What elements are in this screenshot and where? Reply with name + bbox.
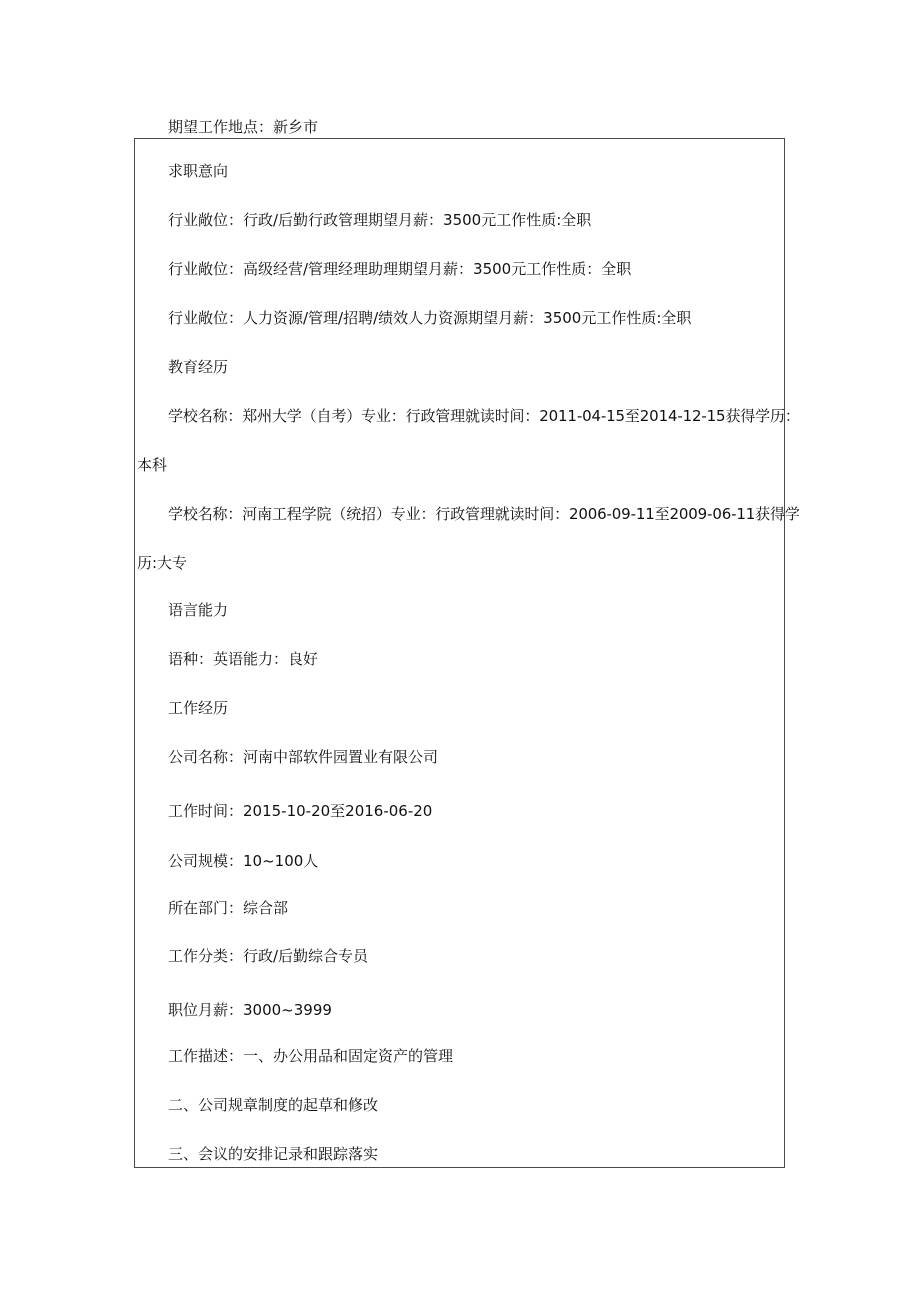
section-heading-work: 工作经历 bbox=[168, 699, 229, 717]
section-heading-job-intent: 求职意向 bbox=[168, 162, 229, 180]
work-description-line: 三、会议的安排记录和跟踪落实 bbox=[168, 1145, 379, 1163]
work-company-scale: 公司规模：10~100人 bbox=[168, 852, 319, 870]
education-item-line1: 学校名称：河南工程学院（统招）专业：行政管理就读时间：2006-09-11至2009-06-11获得学 bbox=[168, 505, 800, 523]
job-intent-item: 行业敞位：高级经营/管理经理助理期望月薪：3500元工作性质：全职 bbox=[168, 260, 632, 278]
work-period: 工作时间：2015-10-20至2016-06-20 bbox=[168, 802, 433, 820]
education-item-line2: 历:大专 bbox=[137, 554, 188, 572]
work-description-line: 二、公司规章制度的起草和修改 bbox=[168, 1096, 379, 1114]
job-intent-item: 行业敞位：人力资源/管理/招聘/绩效人力资源期望月薪：3500元工作性质:全职 bbox=[168, 309, 692, 327]
job-intent-item: 行业敞位：行政/后勤行政管理期望月薪：3500元工作性质:全职 bbox=[168, 211, 592, 229]
education-item-line2: 本科 bbox=[137, 456, 168, 474]
section-heading-education: 教育经历 bbox=[168, 358, 229, 376]
work-department: 所在部门：综合部 bbox=[168, 899, 289, 917]
work-description-line: 工作描述：一、办公用品和固定资产的管理 bbox=[168, 1047, 454, 1065]
work-category: 工作分类：行政/后勤综合专员 bbox=[168, 947, 369, 965]
work-salary: 职位月薪：3000~3999 bbox=[168, 1001, 332, 1019]
expected-location: 期望工作地点：新乡市 bbox=[168, 118, 319, 136]
work-company: 公司名称：河南中部软件园置业有限公司 bbox=[168, 748, 439, 766]
section-heading-language: 语言能力 bbox=[168, 601, 229, 619]
education-item-line1: 学校名称：郑州大学（自考）专业：行政管理就读时间：2011-04-15至2014-12-15获得学历： bbox=[168, 407, 800, 425]
language-item: 语种：英语能力：良好 bbox=[168, 650, 319, 668]
